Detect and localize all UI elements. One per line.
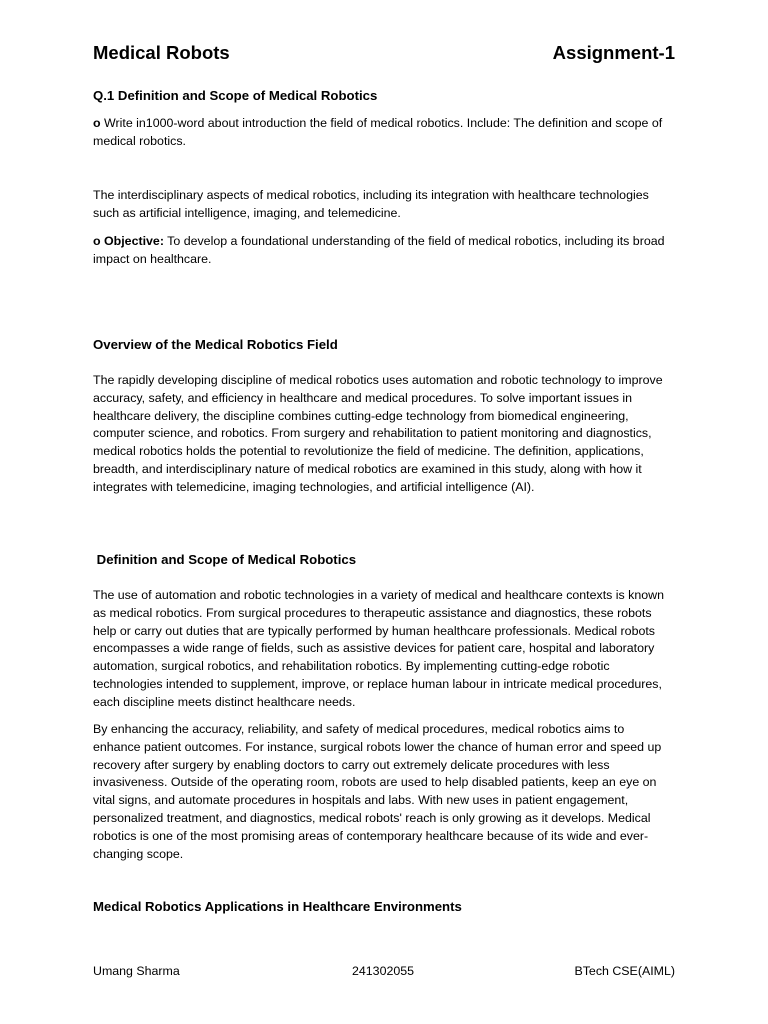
- definition-paragraph-2: By enhancing the accuracy, reliability, and safety of medical procedures, medical robotics aims to enhance patient outcomes. For instance, surgical robots lower the chance of human error and speed up recovery after surgery by enabling doctors to carry out extremely delicate procedures with less invasiveness. Outside of the operating room, robots are used to help disabled patients, keep an eye on vital signs, and automate procedures in hospitals and labs. With new uses in patient engagement, personalized treatment, and diagnostics, medical robots' reach is only growing as it develops. Medical robotics is one of the most promising areas of contemporary healthcare because of its wide and ever-changing scope.: [93, 722, 662, 861]
- bullet-text: Write in1000-word about introduction the field of medical robotics. Include: The definition and scope of medical robotics.: [93, 116, 663, 148]
- bullet-marker: o: [93, 116, 101, 130]
- overview-paragraph: The rapidly developing discipline of medical robotics uses automation and robotic technology to improve accuracy, safety, and efficiency in healthcare and medical procedures. To solve important issues in healthcare delivery, the discipline combines cutting-edge technology from biomedical engineering, computer science, and robotics. From surgery and rehabilitation to patient monitoring and diagnostics, medical robotics holds the potential to revolutionize the field of medicine. The definition, applications, breadth, and interdisciplinary nature of medical robotics are examined in this study, along with how it integrates with telemedicine, imaging technologies, and artificial intelligence (AI).: [93, 373, 663, 494]
- interdisciplinary-paragraph: The interdisciplinary aspects of medical robotics, including its integration with healthcare technologies such as artificial intelligence, imaging, and telemedicine.: [93, 188, 649, 220]
- document-title: Medical Robots: [93, 42, 230, 63]
- question-bullet-1: [93, 115, 675, 151]
- applications-heading: Medical Robotics Applications in Healthcare Environments: [93, 899, 462, 914]
- page-header: [93, 42, 675, 64]
- assignment-label: Assignment-1: [552, 42, 675, 63]
- overview-heading: Overview of the Medical Robotics Field: [93, 337, 338, 352]
- document-page: [93, 0, 675, 1024]
- objective-text: To develop a foundational understanding of the field of medical robotics, including its broad impact on healthcare.: [93, 234, 665, 266]
- footer-course: BTech CSE(AIML): [574, 964, 675, 978]
- footer-roll-number: 241302055: [352, 964, 415, 978]
- footer-author-name: Umang Sharma: [93, 964, 180, 978]
- objective-marker: o: [93, 234, 101, 248]
- objective-label: Objective:: [104, 234, 164, 248]
- definition-heading: Definition and Scope of Medical Robotics: [93, 552, 357, 567]
- definition-paragraph-1: The use of automation and robotic technologies in a variety of medical and healthcare contexts is known as medical robotics. From surgical procedures to therapeutic assistance and diagnostics, these robots help or carry out duties that are typically performed by human healthcare professionals. Medical robots encompasses a wide range of fields, such as assistive devices for patient care, hospital and laboratory automation, surgical robotics, and rehabilitation robotics. By implementing cutting-edge robotic technologies intended to supplement, improve, or replace human labour in intricate medical procedures, each discipline meets distinct healthcare needs.: [93, 588, 664, 709]
- objective-paragraph: [93, 233, 675, 269]
- question-title: Q.1 Definition and Scope of Medical Robotics: [93, 88, 378, 103]
